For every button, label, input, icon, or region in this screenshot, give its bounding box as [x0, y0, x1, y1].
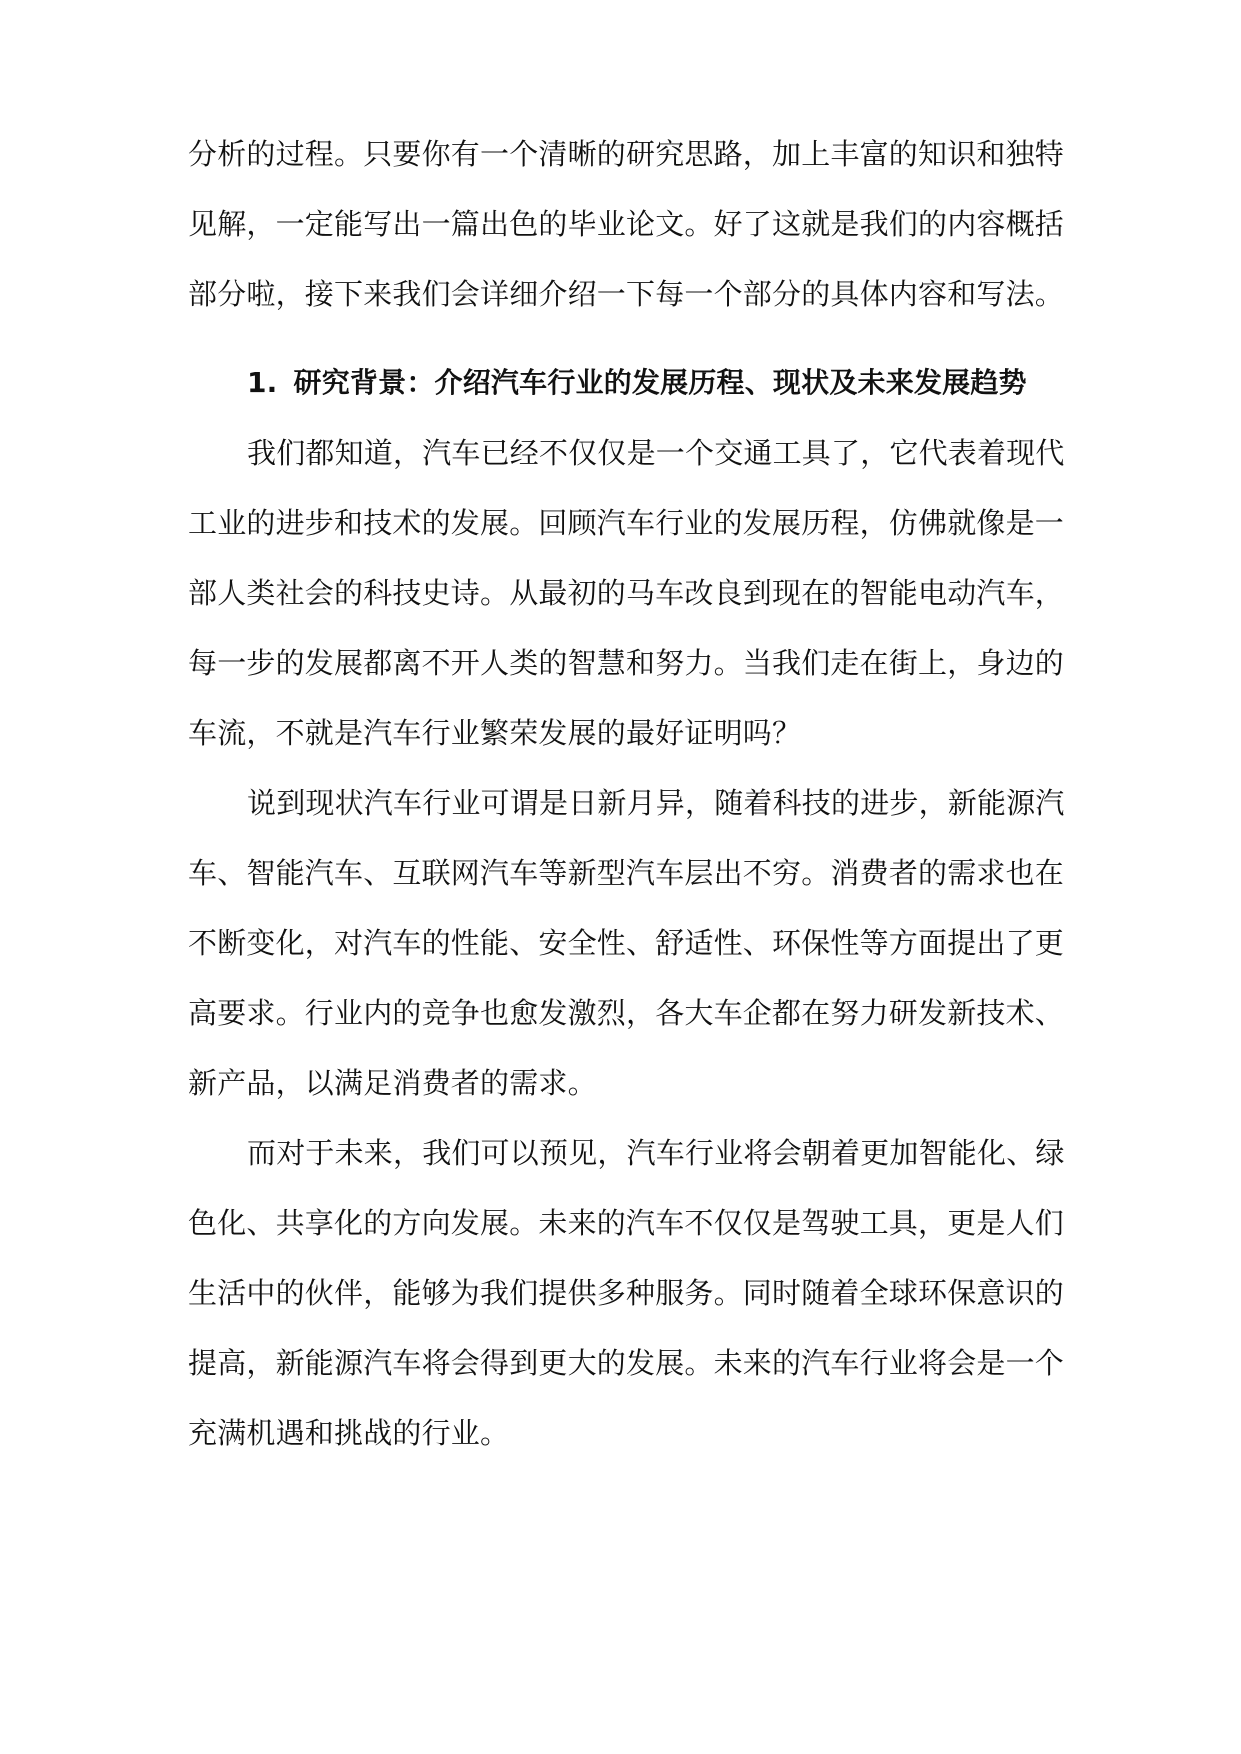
paragraph3-line-1: 而对于未来，我们可以预见，汽车行业将会朝着更加智能化、绿: [247, 1136, 1065, 1170]
paragraph1-line-3: 部人类社会的科技史诗。从最初的马车改良到现在的智能电动汽车，: [188, 576, 1065, 610]
section-heading-number: 1.: [247, 366, 278, 399]
paragraph3-line-2: 色化、共享化的方向发展。未来的汽车不仅仅是驾驶工具，更是人们: [188, 1206, 1065, 1240]
paragraph1-line-1: 我们都知道，汽车已经不仅仅是一个交通工具了，它代表着现代: [247, 436, 1065, 470]
paragraph3-line-3: 生活中的伙伴，能够为我们提供多种服务。同时随着全球环保意识的: [188, 1276, 1065, 1310]
paragraph2-line-4: 高要求。行业内的竞争也愈发激烈，各大车企都在努力研发新技术、: [188, 996, 1065, 1030]
paragraph1-line-5: 车流，不就是汽车行业繁荣发展的最好证明吗？: [188, 716, 802, 750]
paragraph2-line-1: 说到现状汽车行业可谓是日新月异，随着科技的进步，新能源汽: [247, 786, 1065, 820]
paragraph2-line-2: 车、智能汽车、互联网汽车等新型汽车层出不穷。消费者的需求也在: [188, 856, 1065, 890]
intro-line-2: 见解，一定能写出一篇出色的毕业论文。好了这就是我们的内容概括: [188, 207, 1065, 241]
section-heading-text: 研究背景：介绍汽车行业的发展历程、现状及未来发展趋势: [293, 366, 1027, 399]
paragraph1-line-2: 工业的进步和技术的发展。回顾汽车行业的发展历程，仿佛就像是一: [188, 506, 1065, 540]
paragraph3-line-5: 充满机遇和挑战的行业。: [188, 1416, 510, 1450]
paragraph3-line-4: 提高，新能源汽车将会得到更大的发展。未来的汽车行业将会是一个: [188, 1346, 1065, 1380]
intro-line-3: 部分啦，接下来我们会详细介绍一下每一个部分的具体内容和写法。: [188, 277, 1065, 311]
paragraph2-line-5: 新产品，以满足消费者的需求。: [188, 1066, 597, 1100]
paragraph2-line-3: 不断变化，对汽车的性能、安全性、舒适性、环保性等方面提出了更: [188, 926, 1065, 960]
paragraph1-line-4: 每一步的发展都离不开人类的智慧和努力。当我们走在街上，身边的: [188, 646, 1065, 680]
intro-line-1: 分析的过程。只要你有一个清晰的研究思路，加上丰富的知识和独特: [188, 137, 1065, 171]
section-heading: [247, 363, 1027, 403]
